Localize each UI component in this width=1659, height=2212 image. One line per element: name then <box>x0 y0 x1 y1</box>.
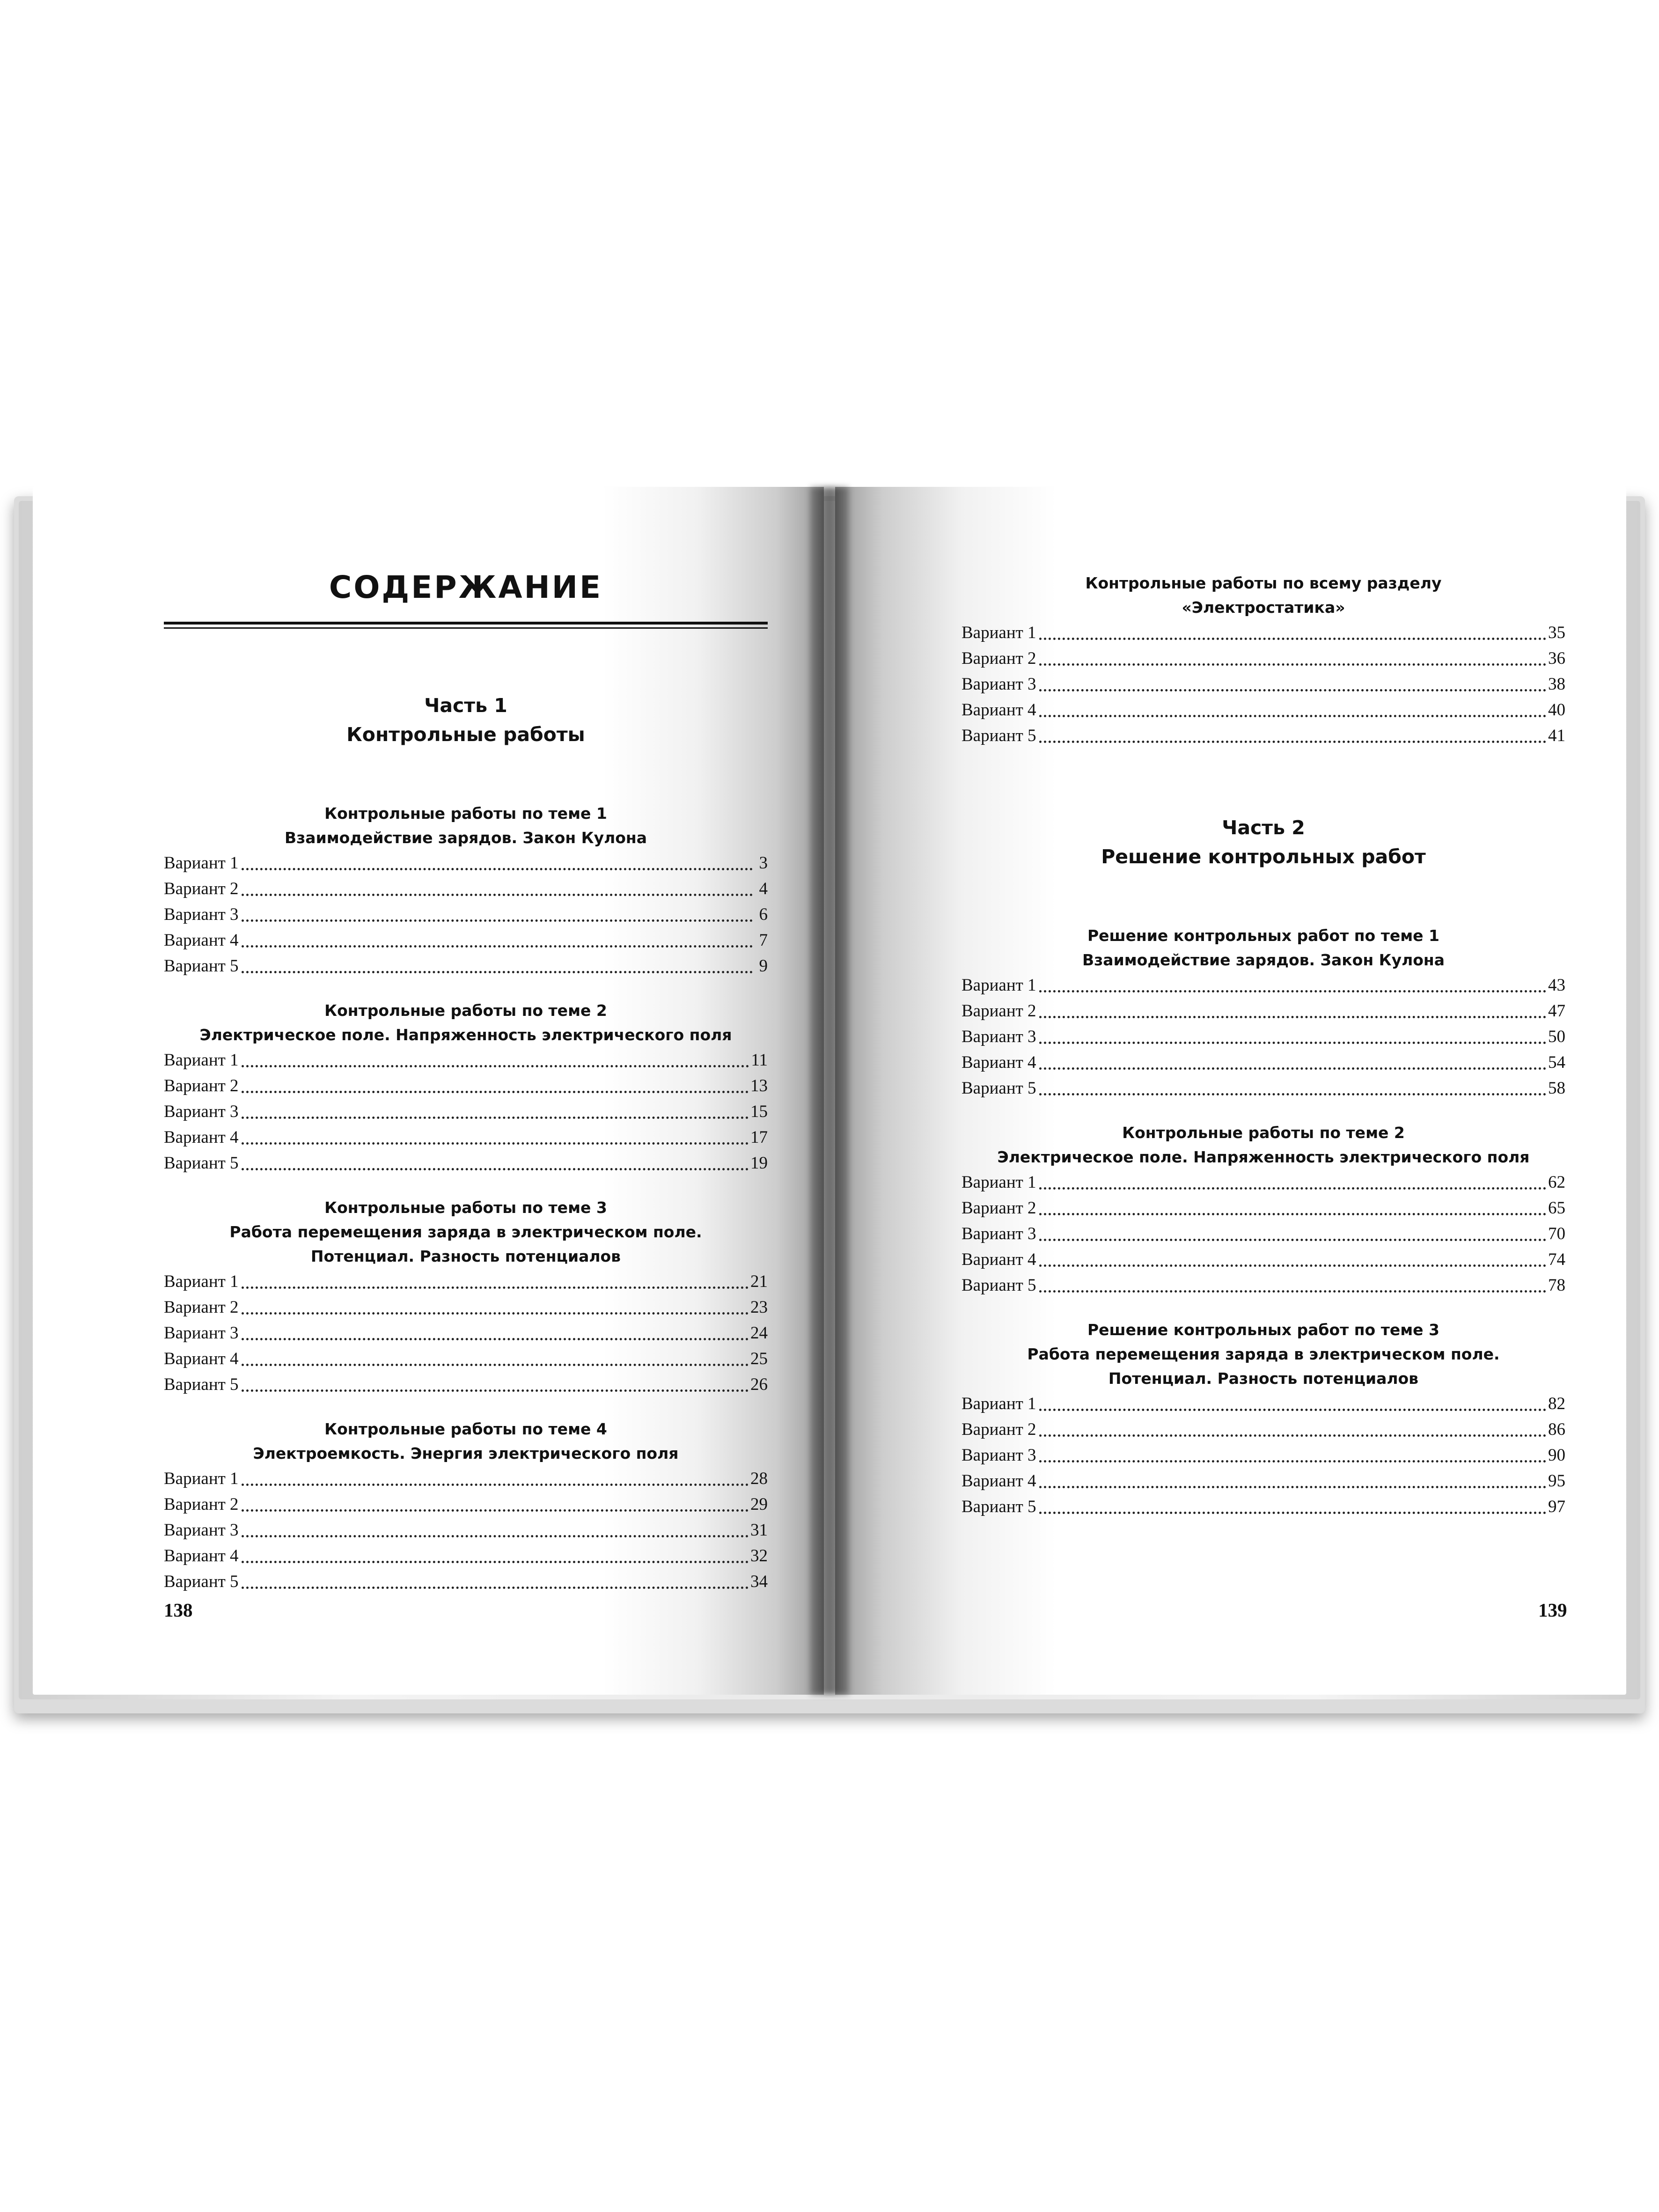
entry-label: Вариант 5 <box>164 1375 239 1394</box>
leader-dots <box>1039 1512 1546 1514</box>
toc-entry[interactable] <box>962 1221 1565 1247</box>
section-heading <box>164 1196 768 1269</box>
toc-entry[interactable] <box>962 1468 1565 1494</box>
leader-dots <box>242 1389 749 1392</box>
leader-dots <box>1039 1239 1546 1241</box>
entry-page: 40 <box>1548 700 1565 720</box>
entry-page: 31 <box>750 1521 768 1540</box>
leader-dots <box>242 1312 749 1315</box>
leader-dots <box>1039 1460 1546 1462</box>
section-heading-line: «Электростатика» <box>1182 598 1345 617</box>
leader-dots <box>1039 715 1546 717</box>
entry-page: 4 <box>759 879 768 898</box>
title-rule <box>164 618 768 637</box>
page-number-left: 138 <box>164 1599 193 1621</box>
entry-page: 36 <box>1548 649 1565 668</box>
toc-entry[interactable] <box>164 1543 768 1569</box>
entry-page: 90 <box>1548 1446 1565 1465</box>
entry-label: Вариант 4 <box>164 931 239 950</box>
leader-dots <box>242 868 753 870</box>
entry-page: 50 <box>1548 1027 1565 1046</box>
toc-section <box>164 1417 768 1595</box>
entry-label: Вариант 1 <box>164 1051 239 1070</box>
right-page-content <box>962 487 1565 1520</box>
entry-page: 15 <box>750 1102 768 1121</box>
entry-page: 32 <box>750 1546 768 1565</box>
leader-dots <box>1039 1409 1546 1411</box>
toc-entry[interactable] <box>164 1047 768 1073</box>
toc-section <box>962 571 1565 749</box>
entry-label: Вариант 4 <box>164 1128 239 1147</box>
entry-page: 62 <box>1548 1173 1565 1192</box>
entry-label: Вариант 4 <box>164 1349 239 1368</box>
section-heading <box>164 999 768 1047</box>
entry-page: 65 <box>1548 1198 1565 1218</box>
entry-page: 6 <box>759 905 768 924</box>
toc-entry[interactable] <box>962 1494 1565 1520</box>
part-number: Часть 2 <box>1222 816 1305 839</box>
leader-dots <box>242 1142 749 1145</box>
section-heading <box>962 1318 1565 1391</box>
toc-title: СОДЕРЖАНИЕ <box>329 569 603 605</box>
entry-label: Вариант 1 <box>164 1469 239 1488</box>
toc-entry[interactable] <box>164 1150 768 1176</box>
leader-dots <box>242 1117 749 1119</box>
left-page <box>33 487 824 1695</box>
toc-entry[interactable] <box>164 953 768 979</box>
entry-page: 19 <box>750 1154 768 1173</box>
section-heading-line: Электрическое поле. Напряженность электрического поля <box>997 1148 1530 1166</box>
title-rule-thin <box>164 627 768 629</box>
toc-entry[interactable] <box>164 927 768 953</box>
entry-page: 41 <box>1548 726 1565 745</box>
entry-page: 28 <box>750 1469 768 1488</box>
leader-dots <box>1039 1067 1546 1070</box>
entry-page: 17 <box>750 1128 768 1147</box>
section-heading-line: Решение контрольных работ по теме 1 <box>1087 926 1440 945</box>
entry-label: Вариант 2 <box>962 1001 1036 1021</box>
section-heading-line: Взаимодействие зарядов. Закон Кулона <box>284 829 647 847</box>
leader-dots <box>242 894 753 896</box>
leader-dots <box>242 945 753 948</box>
entry-page: 3 <box>759 853 768 873</box>
entry-page: 82 <box>1548 1394 1565 1413</box>
leader-dots <box>1039 990 1546 992</box>
toc-entry[interactable] <box>962 646 1565 671</box>
toc-entry[interactable] <box>164 1269 768 1294</box>
page-number-right: 139 <box>1538 1599 1567 1621</box>
part-number: Часть 1 <box>424 694 507 717</box>
entry-page: 35 <box>1548 623 1565 642</box>
leader-dots <box>242 971 753 973</box>
entry-page: 86 <box>1548 1420 1565 1439</box>
entry-label: Вариант 1 <box>962 976 1036 995</box>
leader-dots <box>1039 741 1546 743</box>
entry-label: Вариант 2 <box>962 1198 1036 1218</box>
toc-entry[interactable] <box>164 1320 768 1346</box>
section-heading-line: Контрольные работы по теме 2 <box>1122 1124 1405 1142</box>
entry-label: Вариант 5 <box>962 1079 1036 1098</box>
entry-label: Вариант 3 <box>962 1224 1036 1243</box>
toc-section <box>962 1318 1565 1520</box>
entry-page: 7 <box>759 931 768 950</box>
entry-page: 24 <box>750 1323 768 1343</box>
part-heading-1 <box>164 691 768 749</box>
leader-dots <box>242 1587 749 1589</box>
part-title: Решение контрольных работ <box>1101 845 1426 868</box>
leader-dots <box>1039 1187 1546 1190</box>
entry-page: 47 <box>1548 1001 1565 1021</box>
entry-label: Вариант 1 <box>962 623 1036 642</box>
section-heading-line: Электрическое поле. Напряженность электрического поля <box>199 1026 732 1044</box>
entry-page: 21 <box>750 1272 768 1291</box>
entry-page: 78 <box>1548 1276 1565 1295</box>
right-page <box>835 487 1626 1695</box>
entry-label: Вариант 2 <box>962 649 1036 668</box>
entry-label: Вариант 4 <box>962 1250 1036 1269</box>
entry-page: 74 <box>1548 1250 1565 1269</box>
toc-section <box>164 999 768 1176</box>
toc-entry[interactable] <box>962 1272 1565 1298</box>
section-heading-line: Контрольные работы по теме 2 <box>324 1001 607 1020</box>
toc-section <box>164 801 768 979</box>
leader-dots <box>1039 1093 1546 1095</box>
leader-dots <box>242 1286 749 1289</box>
entry-label: Вариант 3 <box>164 1323 239 1343</box>
leader-dots <box>242 1484 749 1486</box>
section-heading-line: Контрольные работы по теме 1 <box>324 804 607 823</box>
toc-entry[interactable] <box>164 1346 768 1372</box>
leader-dots <box>1039 1016 1546 1018</box>
entry-label: Вариант 2 <box>962 1420 1036 1439</box>
entry-label: Вариант 1 <box>164 1272 239 1291</box>
leader-dots <box>1039 1290 1546 1293</box>
toc-entry[interactable] <box>164 1294 768 1320</box>
entry-page: 54 <box>1548 1053 1565 1072</box>
toc-section <box>164 1196 768 1397</box>
entry-label: Вариант 2 <box>164 1495 239 1514</box>
entry-page: 23 <box>750 1298 768 1317</box>
toc-entry[interactable] <box>164 1466 768 1492</box>
entry-label: Вариант 1 <box>962 1394 1036 1413</box>
leader-dots <box>1039 1434 1546 1437</box>
toc-entry[interactable] <box>962 697 1565 723</box>
toc-entry[interactable] <box>962 1050 1565 1075</box>
toc-entry[interactable] <box>962 1024 1565 1050</box>
toc-entry[interactable] <box>164 1099 768 1124</box>
left-page-content <box>164 487 768 1595</box>
entry-label: Вариант 3 <box>164 1521 239 1540</box>
entry-label: Вариант 5 <box>962 1497 1036 1516</box>
section-heading <box>962 924 1565 972</box>
entry-page: 38 <box>1548 675 1565 694</box>
entry-page: 29 <box>750 1495 768 1514</box>
entry-page: 95 <box>1548 1471 1565 1491</box>
entry-label: Вариант 4 <box>962 700 1036 720</box>
entry-page: 13 <box>750 1076 768 1095</box>
entry-label: Вариант 5 <box>962 726 1036 745</box>
leader-dots <box>242 1561 749 1563</box>
leader-dots <box>1039 1042 1546 1044</box>
entry-label: Вариант 4 <box>962 1053 1036 1072</box>
entry-label: Вариант 5 <box>164 1154 239 1173</box>
section-heading <box>962 571 1565 620</box>
entry-label: Вариант 4 <box>164 1546 239 1565</box>
toc-entry[interactable] <box>962 1195 1565 1221</box>
leader-dots <box>1039 1486 1546 1488</box>
section-heading-line: Потенциал. Разность потенциалов <box>1108 1369 1419 1388</box>
toc-entry[interactable] <box>164 902 768 927</box>
toc-entry[interactable] <box>164 1372 768 1397</box>
entry-page: 43 <box>1548 976 1565 995</box>
open-book <box>14 487 1645 1713</box>
section-heading-line: Взаимодействие зарядов. Закон Кулона <box>1082 951 1445 969</box>
entry-label: Вариант 3 <box>962 1446 1036 1465</box>
leader-dots <box>242 919 753 922</box>
leader-dots <box>242 1065 749 1067</box>
toc-entry[interactable] <box>962 1442 1565 1468</box>
leader-dots <box>242 1509 749 1512</box>
toc-section <box>962 1121 1565 1298</box>
leader-dots <box>242 1168 749 1170</box>
entry-label: Вариант 1 <box>962 1173 1036 1192</box>
toc-entry[interactable] <box>962 1075 1565 1101</box>
entry-page: 11 <box>751 1051 768 1070</box>
toc-entry[interactable] <box>962 1247 1565 1272</box>
title-rule-thick <box>164 622 768 625</box>
section-heading-line: Контрольные работы по теме 3 <box>324 1198 607 1217</box>
toc-entry[interactable] <box>164 1073 768 1099</box>
part-heading-2 <box>962 813 1565 871</box>
toc-entry[interactable] <box>164 1517 768 1543</box>
entry-label: Вариант 3 <box>164 1102 239 1121</box>
leader-dots <box>1039 689 1546 691</box>
section-heading-line: Контрольные работы по теме 4 <box>324 1420 607 1438</box>
entry-label: Вариант 3 <box>962 1027 1036 1046</box>
entry-page: 58 <box>1548 1079 1565 1098</box>
section-heading-line: Электроемкость. Энергия электрического поля <box>253 1444 679 1462</box>
toc-entry[interactable] <box>962 1169 1565 1195</box>
leader-dots <box>1039 1213 1546 1215</box>
toc-entry[interactable] <box>164 1492 768 1517</box>
section-heading <box>164 801 768 850</box>
toc-entry[interactable] <box>164 1569 768 1595</box>
toc-entry[interactable] <box>962 671 1565 697</box>
leader-dots <box>242 1364 749 1366</box>
entry-label: Вариант 5 <box>164 1572 239 1591</box>
toc-entry[interactable] <box>962 620 1565 646</box>
entry-label: Вариант 3 <box>962 675 1036 694</box>
entry-label: Вариант 5 <box>962 1276 1036 1295</box>
entry-label: Вариант 2 <box>164 1298 239 1317</box>
spine-shadow <box>810 487 849 1695</box>
toc-entry[interactable] <box>962 1417 1565 1442</box>
entry-page: 9 <box>759 956 768 976</box>
toc-entry[interactable] <box>164 1124 768 1150</box>
toc-entry[interactable] <box>962 998 1565 1024</box>
leader-dots <box>1039 1264 1546 1267</box>
section-heading-line: Потенциал. Разность потенциалов <box>310 1247 621 1265</box>
section-heading-line: Работа перемещения заряда в электрическом поле. <box>229 1223 702 1241</box>
entry-label: Вариант 3 <box>164 905 239 924</box>
entry-page: 34 <box>750 1572 768 1591</box>
leader-dots <box>242 1091 749 1093</box>
section-heading-line: Работа перемещения заряда в электрическом поле. <box>1027 1345 1500 1363</box>
section-heading-line: Контрольные работы по всему разделу <box>1085 574 1442 592</box>
toc-entry[interactable] <box>962 723 1565 749</box>
leader-dots <box>1039 638 1546 640</box>
section-heading <box>164 1417 768 1466</box>
section-heading-line: Решение контрольных работ по теме 3 <box>1087 1321 1440 1339</box>
entry-page: 25 <box>750 1349 768 1368</box>
leader-dots <box>1039 663 1546 666</box>
toc-entry[interactable] <box>962 972 1565 998</box>
entry-label: Вариант 4 <box>962 1471 1036 1491</box>
entry-label: Вариант 5 <box>164 956 239 976</box>
entry-label: Вариант 2 <box>164 879 239 898</box>
section-heading <box>962 1121 1565 1169</box>
leader-dots <box>242 1338 749 1340</box>
part-title: Контрольные работы <box>346 723 585 746</box>
leader-dots <box>242 1535 749 1537</box>
toc-entry[interactable] <box>164 876 768 902</box>
toc-entry[interactable] <box>962 1391 1565 1417</box>
entry-page: 97 <box>1548 1497 1565 1516</box>
toc-section <box>962 924 1565 1101</box>
entry-page: 70 <box>1548 1224 1565 1243</box>
entry-label: Вариант 2 <box>164 1076 239 1095</box>
toc-entry[interactable] <box>164 850 768 876</box>
entry-page: 26 <box>750 1375 768 1394</box>
entry-label: Вариант 1 <box>164 853 239 873</box>
